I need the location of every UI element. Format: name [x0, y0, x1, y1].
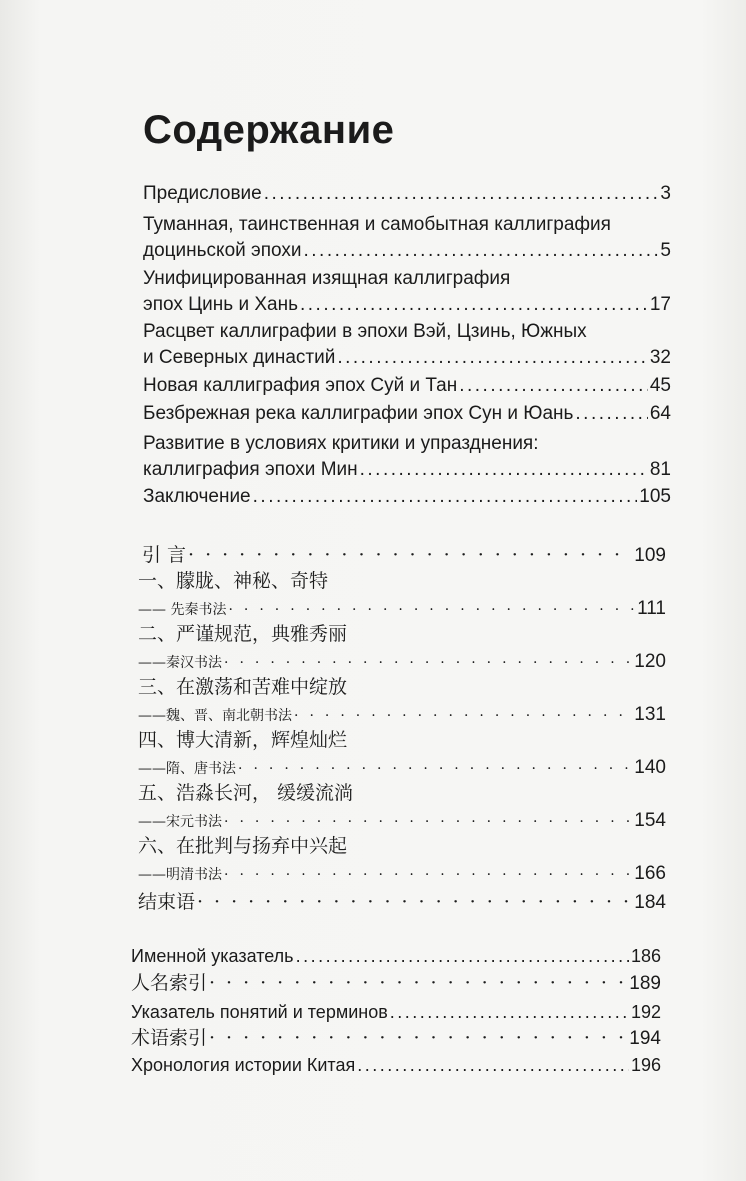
toc-entry-wei-jin[interactable]: Расцвет каллиграфии в эпохи Вэй, Цзинь, Южных и Северных династий ..... 32 — [143, 319, 671, 371]
toc-entry-ming[interactable]: Развитие в условиях критики и упразднения: каллиграфия эпохи Мин ..... 81 — [143, 431, 671, 483]
dot-leader — [390, 999, 629, 1025]
toc-entry-song-yuan[interactable]: Безбрежная река каллиграфии эпох Сун и Юань ..... 64 — [143, 401, 671, 427]
page-number: 109 — [634, 545, 666, 566]
dot-leader — [264, 181, 659, 207]
dot-leader — [357, 1052, 629, 1078]
toc-entry-zh-6[interactable]: 六、在批判与扬弃中兴起 ——明清书法 ····· 166 — [138, 833, 666, 888]
toc-entry-preface[interactable]: Предисловие ..... 3 — [143, 181, 671, 207]
toc-entry-preqin[interactable]: Туманная, таинственная и самобытная каллиграфия доциньской эпохи ..... 5 — [143, 212, 671, 264]
toc-entry-conclusion[interactable]: Заключение ..... 105 — [143, 484, 671, 510]
toc-entry-zh-conclusion[interactable]: 结束语 ····· 184 — [138, 889, 666, 916]
toc-entry-zh-5[interactable]: 五、浩淼长河， 缓缓流淌 ——宋元书法 ····· 154 — [138, 780, 666, 835]
page-number: 194 — [629, 1028, 661, 1049]
page-number: 154 — [634, 810, 666, 831]
dot-leader — [197, 889, 632, 915]
dot-leader — [294, 703, 632, 729]
page-number: 131 — [634, 704, 666, 725]
page-number: 186 — [630, 946, 661, 966]
page-number: 3 — [660, 183, 671, 204]
toc-entry-zh-name-index[interactable]: 人名索引 ····· 189 — [131, 970, 661, 997]
dot-leader — [253, 484, 638, 510]
toc-entry-chronology[interactable]: Хронология истории Китая ..... 196 — [131, 1052, 661, 1078]
toc-entry-zh-1[interactable]: 一、朦胧、神秘、奇特 —— 先秦书法 ····· 111 — [138, 568, 666, 623]
dot-leader — [296, 943, 629, 969]
page-title: Содержание — [143, 108, 395, 152]
dot-leader — [224, 862, 632, 888]
dot-leader — [575, 401, 647, 427]
page-number: 64 — [649, 403, 671, 424]
page-number: 166 — [634, 863, 666, 884]
toc-entry-zh-2[interactable]: 二、严谨规范，典雅秀丽 ——秦汉书法 ····· 120 — [138, 621, 666, 676]
dot-leader — [303, 238, 658, 264]
page-number: 81 — [649, 459, 671, 480]
toc-entry-zh-intro[interactable]: 引 言 ····· 109 — [138, 542, 666, 569]
toc-entry-terms-index[interactable]: Указатель понятий и терминов ..... 192 — [131, 999, 661, 1025]
page-number: 196 — [630, 1055, 661, 1075]
toc-entry-sui-tang[interactable]: Новая каллиграфия эпох Суй и Тан ..... 45 — [143, 373, 671, 399]
dot-leader — [209, 970, 627, 996]
page-number: 32 — [649, 347, 671, 368]
toc-entry-zh-3[interactable]: 三、在激荡和苦难中绽放 ——魏、晋、南北朝书法 ····· 131 — [138, 674, 666, 729]
page-number: 184 — [634, 892, 666, 913]
toc-entry-qin-han[interactable]: Унифицированная изящная каллиграфия эпох Цинь и Хань ..... 17 — [143, 266, 671, 318]
dot-leader — [209, 1025, 627, 1051]
dot-leader — [228, 597, 635, 623]
page-number: 105 — [639, 486, 671, 507]
page-number: 140 — [634, 757, 666, 778]
dot-leader — [459, 373, 648, 399]
dot-leader — [224, 650, 632, 676]
toc-entry-zh-4[interactable]: 四、博大清新，辉煌灿烂 ——隋、唐书法 ····· 140 — [138, 727, 666, 782]
dot-leader — [238, 756, 632, 782]
toc-entry-zh-terms-index[interactable]: 术语索引 ····· 194 — [131, 1025, 661, 1052]
page-number: 111 — [637, 598, 666, 619]
page-number: 120 — [634, 651, 666, 672]
dot-leader — [300, 292, 648, 318]
page-number: 192 — [630, 1002, 661, 1022]
page-number: 45 — [649, 375, 671, 396]
dot-leader — [188, 542, 632, 568]
dot-leader — [360, 457, 648, 483]
dot-leader — [337, 345, 648, 371]
page-number: 5 — [660, 240, 671, 261]
page-number: 189 — [629, 973, 661, 994]
page-number: 17 — [649, 294, 671, 315]
dot-leader — [224, 809, 632, 835]
toc-entry-name-index[interactable]: Именной указатель ..... 186 — [131, 943, 661, 969]
